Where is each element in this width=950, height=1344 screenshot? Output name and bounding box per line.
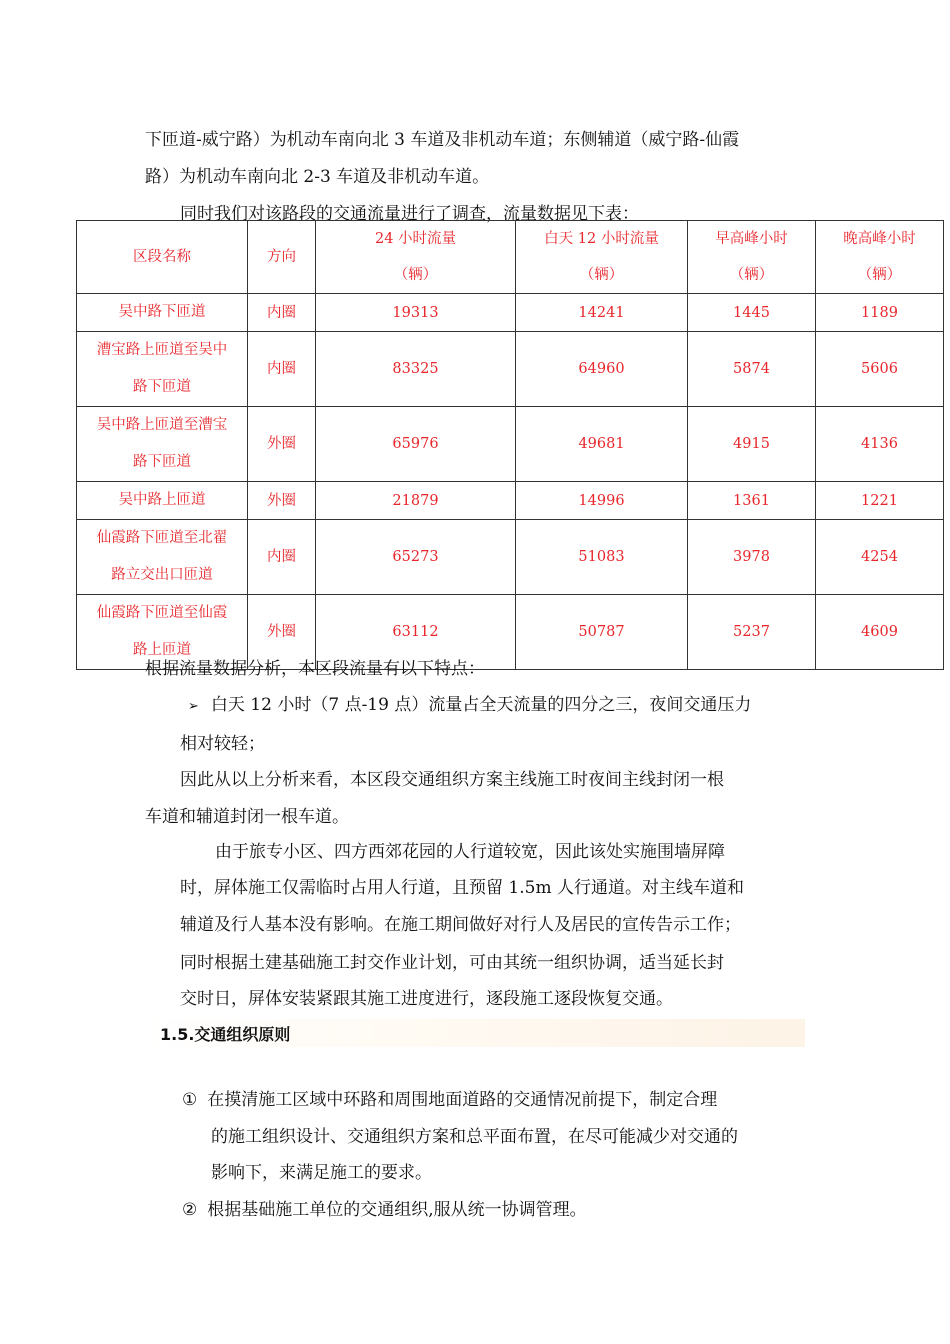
cell-day-12h-flow: 64960 <box>516 332 688 407</box>
circled-number-2: ② <box>182 1200 198 1220</box>
header-section-name: 区段名称 <box>77 221 248 294</box>
table-row <box>77 294 944 332</box>
cell-day-12h-flow: 51083 <box>516 520 688 595</box>
cell-pm-peak: 4136 <box>816 407 944 482</box>
header-day-12h-flow: 白天 12 小时流量 （辆） <box>516 221 688 294</box>
bullet-arrow-icon: ➢ <box>188 699 199 714</box>
cell-pm-peak: 4254 <box>816 520 944 595</box>
cell-pm-peak: 1189 <box>816 294 944 332</box>
cell-am-peak: 5874 <box>688 332 816 407</box>
cell-section-name: 仙霞路下匝道至北翟 路立交出口匝道 <box>77 520 248 595</box>
cell-direction: 内圈 <box>248 332 316 407</box>
cell-pm-peak: 1221 <box>816 482 944 520</box>
cell-24h-flow: 65273 <box>316 520 516 595</box>
cell-am-peak: 4915 <box>688 407 816 482</box>
analysis-intro: 根据流量数据分析，本区段流量有以下特点： <box>145 659 485 679</box>
cell-section-name: 漕宝路上匝道至吴中 路下匝道 <box>77 332 248 407</box>
header-pm-peak: 晚高峰小时 （辆） <box>816 221 944 294</box>
table-row <box>77 520 944 595</box>
intro-line-3: 同时我们对该路段的交通流量进行了调查，流量数据见下表： <box>180 204 639 224</box>
paragraph-line-1: 由于旅专小区、四方西郊花园的人行道较宽，因此该处实施围墙屏障 <box>215 842 725 862</box>
traffic-flow-table <box>76 220 944 670</box>
analysis-bullet-line-2: 相对较轻； <box>180 734 265 754</box>
cell-24h-flow: 21879 <box>316 482 516 520</box>
header-24h-flow: 24 小时流量 （辆） <box>316 221 516 294</box>
cell-day-12h-flow: 14241 <box>516 294 688 332</box>
cell-day-12h-flow: 50787 <box>516 595 688 670</box>
principle-2-line-1: ② 根据基础施工单位的交通组织,服从统一协调管理。 <box>182 1200 587 1220</box>
paragraph-line-4: 同时根据土建基础施工封交作业计划，可由其统一组织协调，适当延长封 <box>180 953 724 973</box>
table-row <box>77 332 944 407</box>
analysis-bullet-line-1: ➢ 白天 12 小时（7 点-19 点）流量占全天流量的四分之三，夜间交通压力 <box>188 695 752 715</box>
cell-day-12h-flow: 49681 <box>516 407 688 482</box>
cell-am-peak: 1445 <box>688 294 816 332</box>
principle-1-line-1: ① 在摸清施工区域中环路和周围地面道路的交通情况前提下，制定合理 <box>182 1090 718 1110</box>
intro-line-1: 下匝道-威宁路）为机动车南向北 3 车道及非机动车道；东侧辅道（威宁路-仙霞 <box>145 130 740 150</box>
cell-section-name: 吴中路上匝道至漕宝 路下匝道 <box>77 407 248 482</box>
table-row <box>77 482 944 520</box>
cell-24h-flow: 63112 <box>316 595 516 670</box>
cell-am-peak: 1361 <box>688 482 816 520</box>
cell-section-name: 吴中路上匝道 <box>77 482 248 520</box>
paragraph-line-5: 交时日，屏体安装紧跟其施工进度进行，逐段施工逐段恢复交通。 <box>180 989 673 1009</box>
header-am-peak: 早高峰小时 （辆） <box>688 221 816 294</box>
cell-24h-flow: 19313 <box>316 294 516 332</box>
header-direction: 方向 <box>248 221 316 294</box>
circled-number-1: ① <box>182 1090 198 1110</box>
cell-24h-flow: 83325 <box>316 332 516 407</box>
cell-pm-peak: 4609 <box>816 595 944 670</box>
cell-direction: 外圈 <box>248 595 316 670</box>
cell-direction: 外圈 <box>248 407 316 482</box>
table-header-row <box>77 221 944 294</box>
principle-1-line-2: 的施工组织设计、交通组织方案和总平面布置，在尽可能减少对交通的 <box>211 1127 738 1147</box>
cell-am-peak: 5237 <box>688 595 816 670</box>
cell-direction: 外圈 <box>248 482 316 520</box>
paragraph-line-3: 辅道及行人基本没有影响。在施工期间做好对行人及居民的宣传告示工作； <box>180 915 741 935</box>
cell-day-12h-flow: 14996 <box>516 482 688 520</box>
conclusion-line-2: 车道和辅道封闭一根车道。 <box>145 807 349 827</box>
cell-section-name: 吴中路下匝道 <box>77 294 248 332</box>
principle-1-line-3: 影响下，来满足施工的要求。 <box>211 1163 432 1183</box>
cell-direction: 内圈 <box>248 520 316 595</box>
intro-line-2: 路）为机动车南向北 2-3 车道及非机动车道。 <box>145 167 490 187</box>
cell-section-name: 仙霞路下匝道至仙霞 路上匝道 <box>77 595 248 670</box>
cell-am-peak: 3978 <box>688 520 816 595</box>
section-heading: 1.5.交通组织原则 <box>160 1025 291 1044</box>
paragraph-line-2: 时，屏体施工仅需临时占用人行道，且预留 1.5m 人行通道。对主线车道和 <box>180 878 744 898</box>
conclusion-line-1: 因此从以上分析来看，本区段交通组织方案主线施工时夜间主线封闭一根 <box>180 770 724 790</box>
table-row <box>77 407 944 482</box>
cell-24h-flow: 65976 <box>316 407 516 482</box>
cell-direction: 内圈 <box>248 294 316 332</box>
cell-pm-peak: 5606 <box>816 332 944 407</box>
